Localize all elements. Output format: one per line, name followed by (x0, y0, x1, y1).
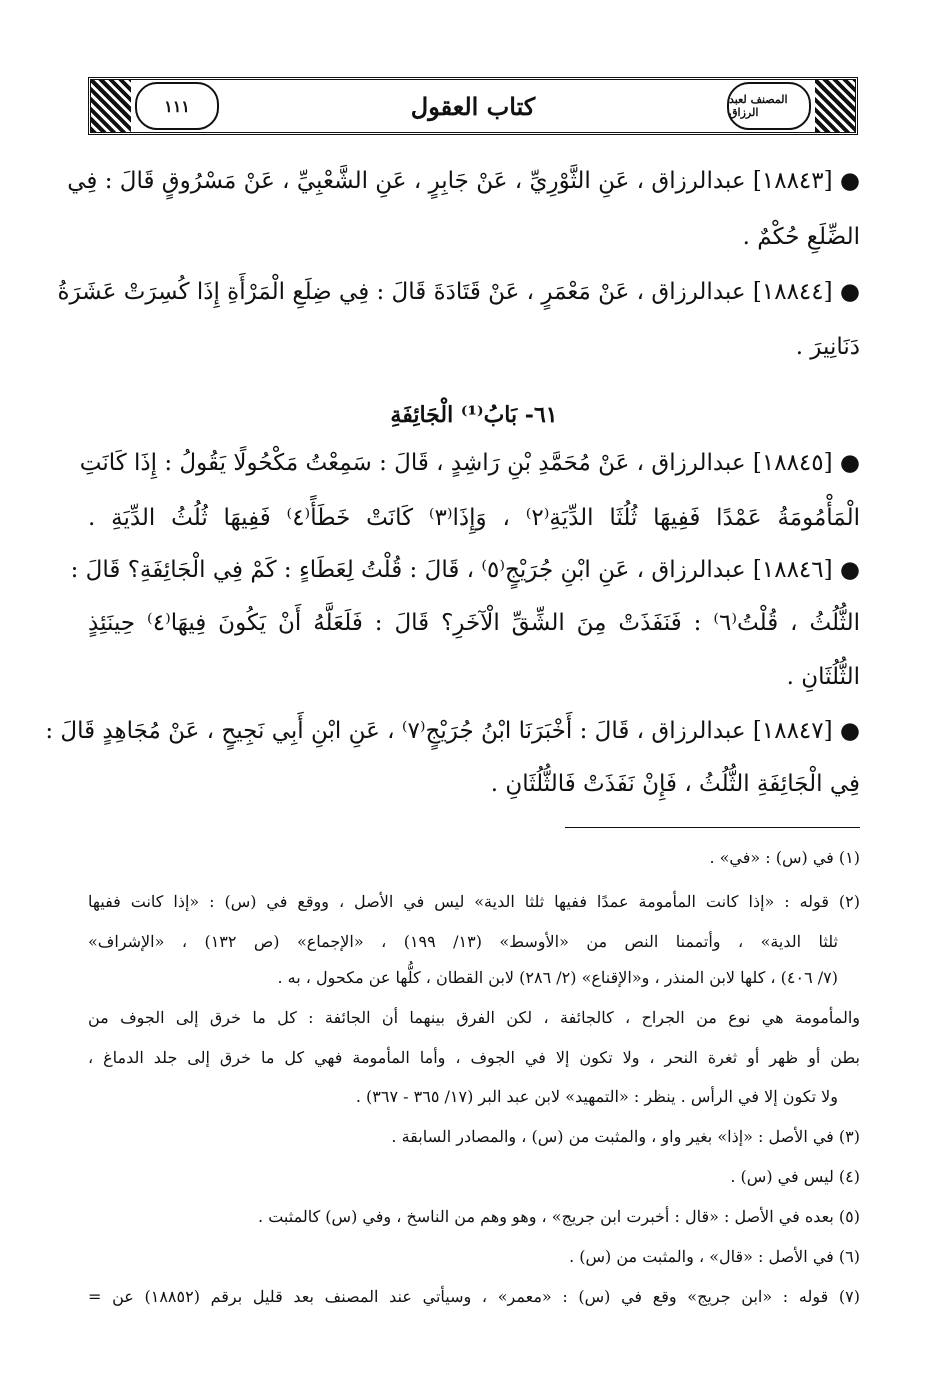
hadith-18843-line-2: الضِّلَعِ حُكْمٌ . (742, 224, 860, 250)
footnote-1: (١) في (س) : «في» . (709, 848, 860, 867)
hadith-18845-line-1: ● [١٨٨٤٥] عبدالرزاق ، عَنْ مُحَمَّدِ بْنِ رَاشِدٍ ، قَالَ : سَمِعْتُ مَكْحُولًا يَقُولُ : إِذَا كَانَتِ (79, 450, 860, 476)
hadith-18845-line-2: الْمَأْمُومَةُ عَمْدًا فَفِيهَا ثُلُثَا الدِّيَةِ⁽٢⁾ ، وَإِذَا⁽٣⁾ كَانَتْ خَطَأً⁽٤⁾ فَفِيهَا ثُلُثُ الدِّيَةِ . (88, 505, 860, 531)
footnote-4: (٤) ليس في (س) . (730, 1167, 860, 1186)
ornament (815, 80, 855, 132)
page-header (88, 77, 858, 135)
footnote-separator (565, 827, 860, 828)
hadith-18844-line-1: ● [١٨٨٤٤] عبدالرزاق ، عَنْ مَعْمَرٍ ، عَنْ قَتَادَةَ قَالَ : فِي ضِلَعِ الْمَرْأَةِ إِذَا كُسِرَتْ عَشَرَةُ (57, 279, 860, 305)
footnote-2-line-5: بطن أو ظهر أو ثغرة النحر ، ولا تكون إلا في الجوف ، وأما المأمومة فهي كل ما خرق إلى جلد الدماغ ، (88, 1048, 860, 1067)
footnote-2-line-4: والمأمومة هي نوع من الجراح ، كالجائفة ، لكن الفرق بينهما أن الجائفة : كل ما خرق إلى الجوف من (88, 1008, 860, 1027)
hadith-18846-line-1: ● [١٨٨٤٦] عبدالرزاق ، عَنِ ابْنِ جُرَيْجٍ⁽٥⁾ ، قَالَ : قُلْتُ لِعَطَاءٍ : كَمْ فِي الْجَائِفَةِ؟ قَالَ : (70, 557, 860, 583)
footnote-6: (٦) في الأصل : «قال» ، والمثبت من (س) . (569, 1247, 860, 1266)
chapter-heading: ٦١- بَابُ⁽¹⁾ الْجَائِفَةِ (390, 402, 558, 428)
hadith-18847-line-1: ● [١٨٨٤٧] عبدالرزاق ، قَالَ : أَخْبَرَنَا ابْنُ جُرَيْجٍ⁽٧⁾ ، عَنِ ابْنِ أَبِي نَجِيحٍ ، عَنْ مُجَاهِدٍ قَالَ : (45, 718, 860, 744)
page-number: ١١١ (135, 82, 219, 130)
hadith-18846-line-2: الثُّلُثُ ، قُلْتُ⁽٦⁾ : فَنَفَذَتْ مِنَ الشِّقِّ الْآخَرِ؟ قَالَ : فَلَعَلَّهُ أَنْ يَكُونَ فِيهَا⁽٤⁾ حِينَئِذٍ (88, 610, 861, 636)
hadith-18843-line-1: ● [١٨٨٤٣] عبدالرزاق ، عَنِ الثَّوْرِيِّ ، عَنْ جَابِرٍ ، عَنِ الشَّعْبِيِّ ، عَنْ مَسْرُوقٍ قَالَ : فِي (67, 168, 860, 194)
ornament (91, 80, 131, 132)
hadith-18846-line-3: الثُّلُثَانِ . (786, 664, 860, 690)
medallion-logo: المصنف لعبد الرزاق (727, 82, 811, 130)
hadith-18844-line-2: دَنَانِيرَ . (795, 334, 860, 360)
book-title: كتاب العقول (410, 91, 536, 121)
footnote-2-line-2: ثلثا الدية» ، وأتممنا النص من «الأوسط» (١٣/ ١٩٩) ، «الإجماع» (ص ١٣٢) ، «الإشراف» (88, 932, 838, 951)
footnote-2-line-3: (٧/ ٤٠٦) ، كلها لابن المنذر ، و«الإقناع» (٢/ ٢٨٦) لابن القطان ، كلُّها عن مكحول ، به . (277, 968, 838, 987)
footnote-3: (٣) في الأصل : «إذا» بغير واو ، والمثبت من (س) ، والمصادر السابقة . (391, 1127, 860, 1146)
footnote-7: (٧) قوله : «ابن جريج» وقع في (س) : «معمر» ، وسيأتي عند المصنف بعد قليل برقم (١٨٨٥٢) عن = (88, 1287, 860, 1306)
hadith-18847-line-2: فِي الْجَائِفَةِ الثُّلُثُ ، فَإِنْ نَفَذَتْ فَالثُّلُثَانِ . (490, 771, 860, 797)
footnote-5: (٥) بعده في الأصل : «قال : أخبرت ابن جريج» ، وهو وهم من الناسخ ، وفي (س) كالمثبت . (258, 1207, 860, 1226)
footnote-2-line-6: ولا تكون إلا في الرأس . ينظر : «التمهيد» لابن عبد البر (١٧/ ٣٦٥ - ٣٦٧) . (355, 1087, 838, 1106)
footnote-2-line-1: (٢) قوله : «إذا كانت المأمومة عمدًا ففيها ثلثا الدية» ليس في الأصل ، ووقع في (س) : «إذا كانت ففيها (88, 892, 861, 911)
